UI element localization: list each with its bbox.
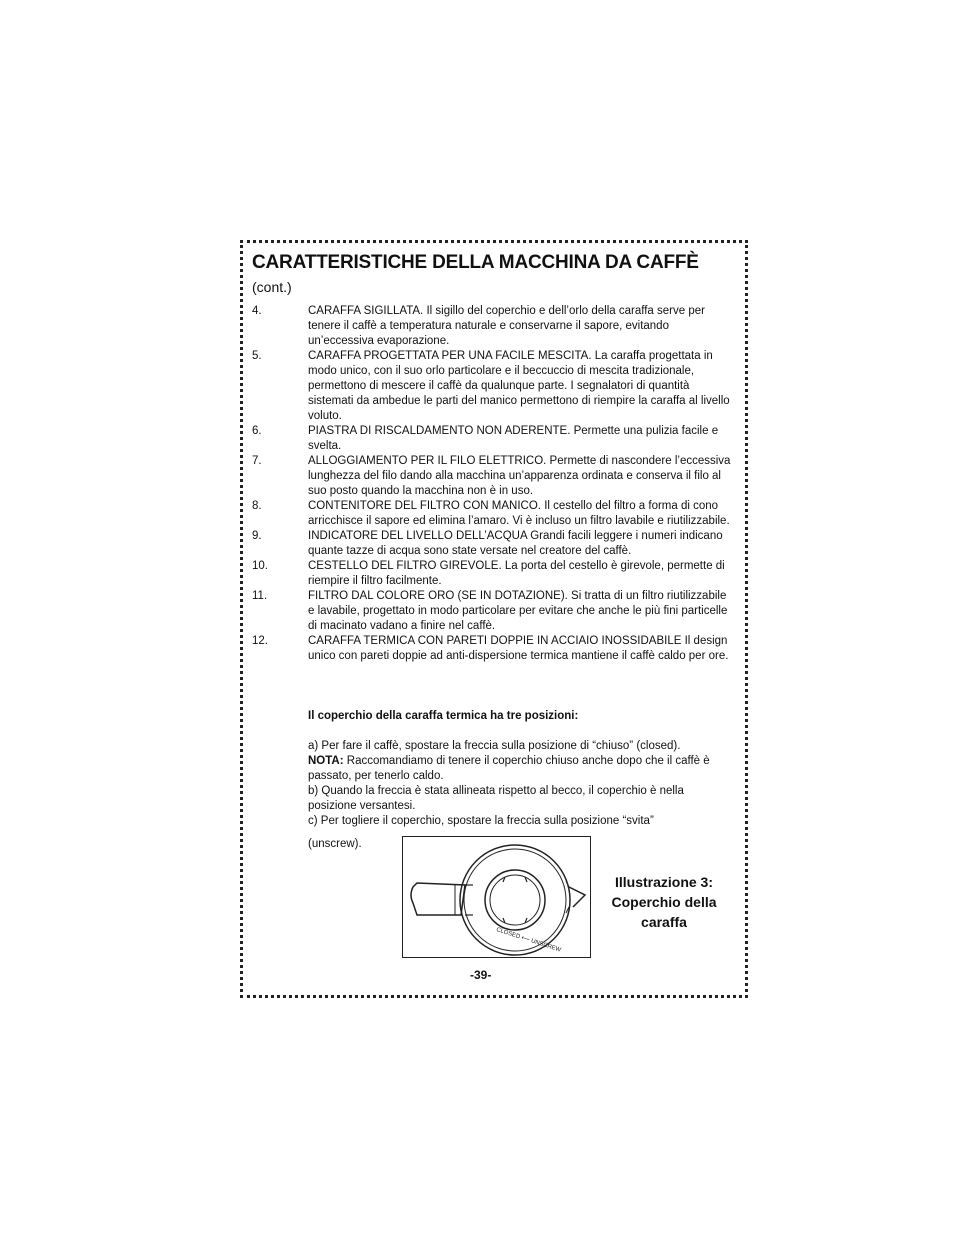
item-number: 11. [252,590,268,602]
lid-step-c-end: (unscrew). [308,838,362,850]
list-item [252,454,732,499]
list-item [252,349,732,424]
item-text: INDICATORE DEL LIVELLO DELL’ACQUA Grandi facili leggere i numeri indicano quante tazze di acqua sono state versate nel creatore del caffè. [308,530,723,557]
caption-line: caraffa [641,914,687,930]
item-text: CARAFFA SIGILLATA. Il sigillo del coperchio e dell’orlo della caraffa serve per tenere il caffè a temperatura naturale e conservarne il sapore, evitando un’eccessiva evaporazione. [308,305,705,347]
item-number: 5. [252,350,262,362]
list-item [252,559,732,589]
item-number: 7. [252,455,262,467]
item-text: FILTRO DAL COLORE ORO (SE IN DOTAZIONE). Si tratta di un filtro riutilizzabile e lavabile, progettato in modo particolare per evitare che anche le più fini particelle di macinato vadano a finire nel caffè. [308,590,728,632]
list-item [252,424,732,454]
list-item [252,529,732,559]
list-item [252,304,732,349]
page-title: CARATTERISTICHE DELLA MACCHINA DA CAFFÈ [252,252,699,273]
item-number: 6. [252,425,262,437]
item-text: CARAFFA TERMICA CON PARETI DOPPIE IN ACCIAIO INOSSIDABILE Il design unico con pareti doppie ad anti-dispersione termica mantiene il caffè caldo per ore. [308,635,729,662]
list-item [252,589,732,634]
item-text: ALLOGGIAMENTO PER IL FILO ELETTRICO. Permette di nascondere l’eccessiva lunghezza del filo dando alla macchina un’apparenza ordinata e conserva il filo al suo posto quando la macchina non è in uso. [308,455,731,497]
item-number: 12. [252,635,268,647]
lid-step-b: b) Quando la freccia è stata allineata rispetto al becco, il coperchio è nella posizione versantesi. [308,785,684,812]
caption-line: Illustrazione 3: [614,874,714,890]
page-number: -39- [470,968,492,982]
lid-illustration [402,836,591,958]
item-number: 8. [252,500,262,512]
item-text: CARAFFA PROGETTATA PER UNA FACILE MESCITA. La caraffa progettata in modo unico, con il suo orlo particolare e il beccuccio di mescita tradizionale, permettono di mescere il caffè da qualunque parte. I segnalatori di quantità sistemati da ambedue le parti del manico permettono di riempire la caraffa al livello voluto. [308,350,730,422]
lid-dial-label: CLOSED ⟵ UNSCREW [495,927,562,954]
item-text: CESTELLO DEL FILTRO GIREVOLE. La porta del cestello è girevole, permette di riempire il filtro facilmente. [308,560,725,587]
item-number: 9. [252,530,262,542]
item-number: 4. [252,305,262,317]
lid-note [308,754,733,784]
item-number: 10. [252,560,268,572]
list-item [252,499,732,529]
page-subtitle: (cont.) [252,279,292,295]
lid-paragraph [308,739,733,829]
figure-caption [600,872,728,932]
note-text: Raccomandiamo di tenere il coperchio chiuso anche dopo che il caffè è passato, per tenerlo caldo. [308,755,710,782]
note-label: NOTA: [308,755,344,767]
lid-step-c: c) Per togliere il coperchio, spostare la freccia sulla posizione “svita” [308,815,654,827]
lid-positions-heading: Il coperchio della caraffa termica ha tre posizioni: [308,710,579,722]
carafe-lid-drawing [403,837,590,957]
item-text: PIASTRA DI RISCALDAMENTO NON ADERENTE. Permette una pulizia facile e svelta. [308,425,719,452]
lid-step-a: a) Per fare il caffè, spostare la freccia sulla posizione di “chiuso” (closed). [308,740,681,752]
item-text: CONTENITORE DEL FILTRO CON MANICO. Il cestello del filtro a forma di cono arricchisce il sapore ed elimina l’amaro. Vi è incluso un filtro lavabile e riutilizzabile. [308,500,730,527]
list-item [252,634,732,664]
caption-line: Coperchio della [611,894,717,910]
feature-list [252,304,732,664]
